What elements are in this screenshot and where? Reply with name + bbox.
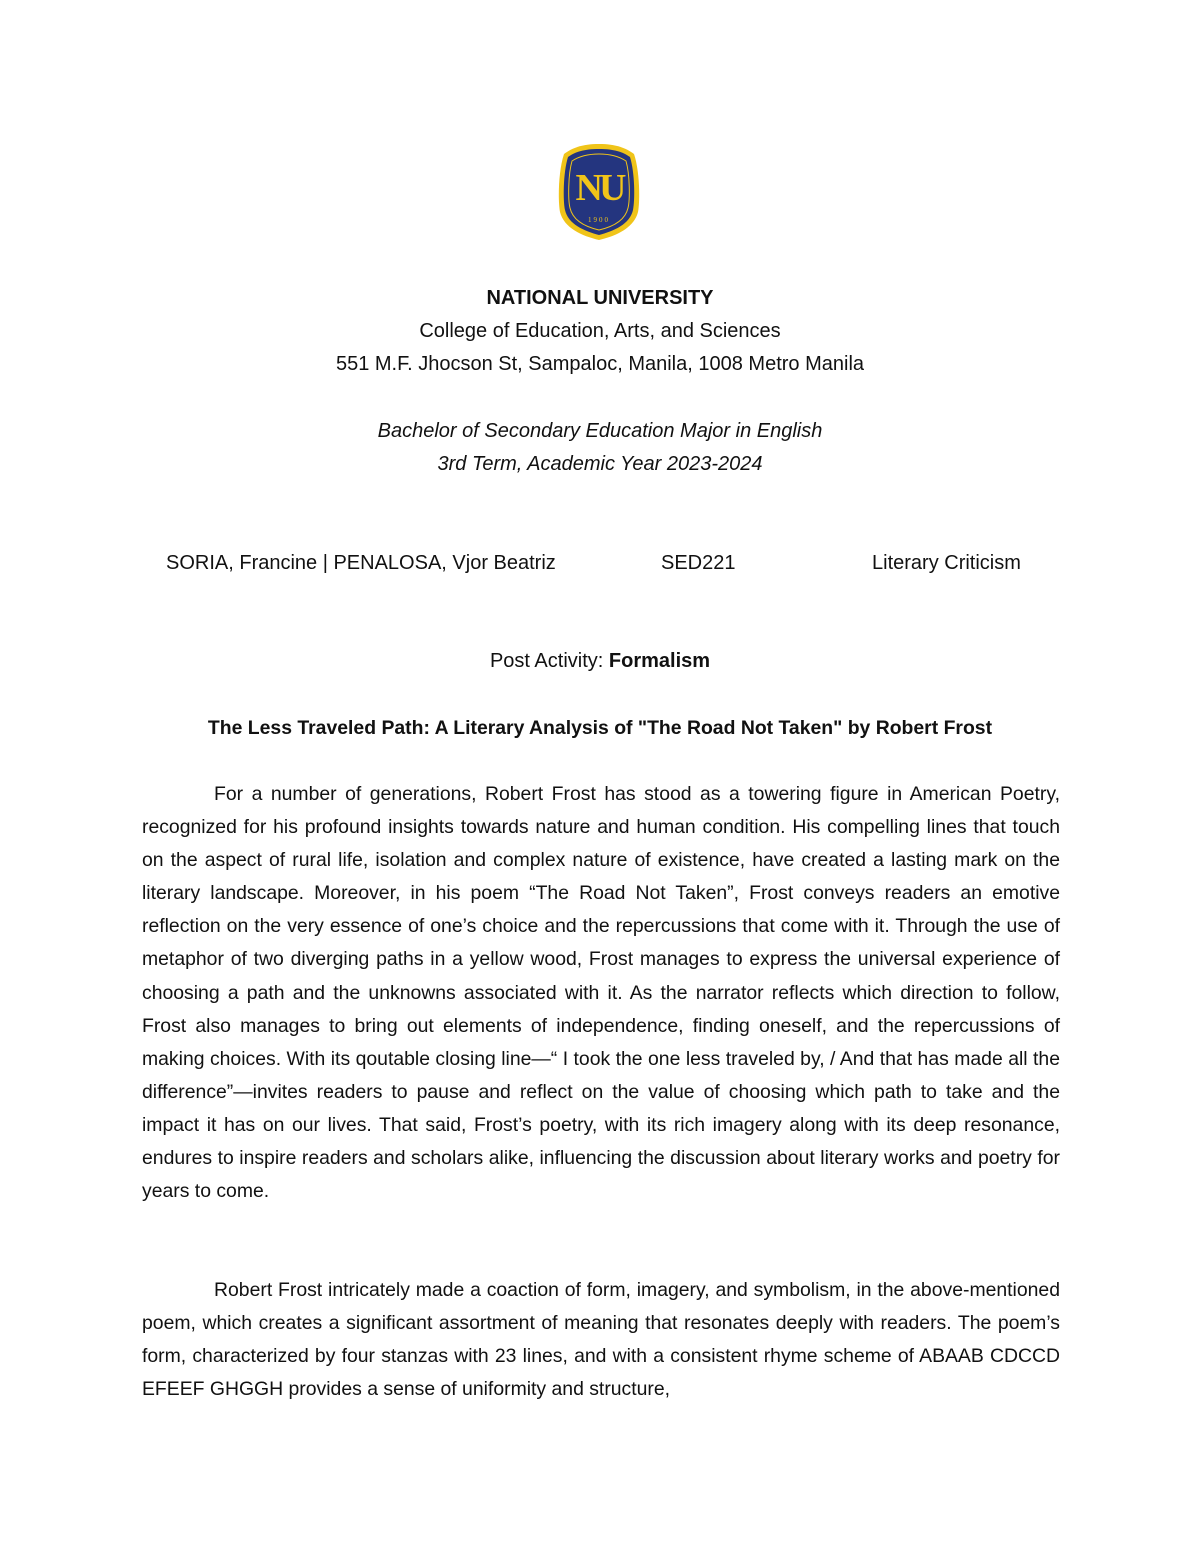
academic-term: 3rd Term, Academic Year 2023-2024 — [437, 453, 763, 475]
college-name: College of Education, Arts, and Sciences — [419, 320, 781, 342]
authors: SORIA, Francine | PENALOSA, Vjor Beatriz — [166, 552, 556, 574]
course-code: SED221 — [661, 552, 736, 574]
seal-monogram: NU — [575, 167, 623, 209]
paragraph-1 — [142, 778, 1060, 1208]
paragraph-2 — [142, 1274, 1060, 1406]
paragraph-2-text: Robert Frost intricately made a coaction of form, imagery, and symbolism, in the above-mentioned poem, which creates a significant assortment of meaning that resonates deeply with readers. The poem’s form, characterized by four stanzas with 23 lines, and with a consistent rhyme scheme of ABAAB CDCCD EFEEF GHGGH provides a sense of uniformity and structure, — [142, 1279, 1060, 1401]
activity-line — [0, 648, 1200, 674]
course-name: Literary Criticism — [872, 552, 1021, 574]
paragraph-1-text: For a number of generations, Robert Frost has stood as a towering figure in American Poetry, recognized for his profound insights towards nature and human condition. His compelling lines that touch on the aspect of rural life, isolation and complex nature of existence, have created a lasting mark on the literary landscape. Moreover, in his poem “The Road Not Taken”, Frost conveys readers an emotive reflection on the very essence of one’s choice and the repercussions that come with it. Through the use of metaphor of two diverging paths in a yellow wood, Frost manages to express the universal experience of choosing a path and the unknowns associated with it. As the narrator reflects which direction to follow, Frost also manages to bring out elements of independence, finding oneself, and the repercussions of making choices. With its qoutable closing line—“ I took the one less traveled by, / And that has made all the difference”—invites readers to pause and reflect on the value of choosing which path to take and the impact it has on our lives. That said, Frost’s poetry, with its rich imagery along with its deep resonance, endures to inspire readers and scholars alike, influencing the discussion about literary works and poetry for years to come. — [142, 783, 1060, 1203]
university-address: 551 M.F. Jhocson St, Sampaloc, Manila, 1008 Metro Manila — [335, 353, 865, 375]
university-seal-logo — [556, 142, 642, 242]
university-name: NATIONAL UNIVERSITY — [486, 287, 714, 309]
program-name: Bachelor of Secondary Education Major in English — [377, 420, 823, 442]
activity-prefix: Post Activity: — [489, 650, 609, 672]
essay-title: The Less Traveled Path: A Literary Analysis of "The Road Not Taken" by Robert Frost — [207, 717, 993, 739]
activity-name: Formalism — [608, 650, 711, 672]
seal-year: 1900 — [588, 216, 610, 224]
